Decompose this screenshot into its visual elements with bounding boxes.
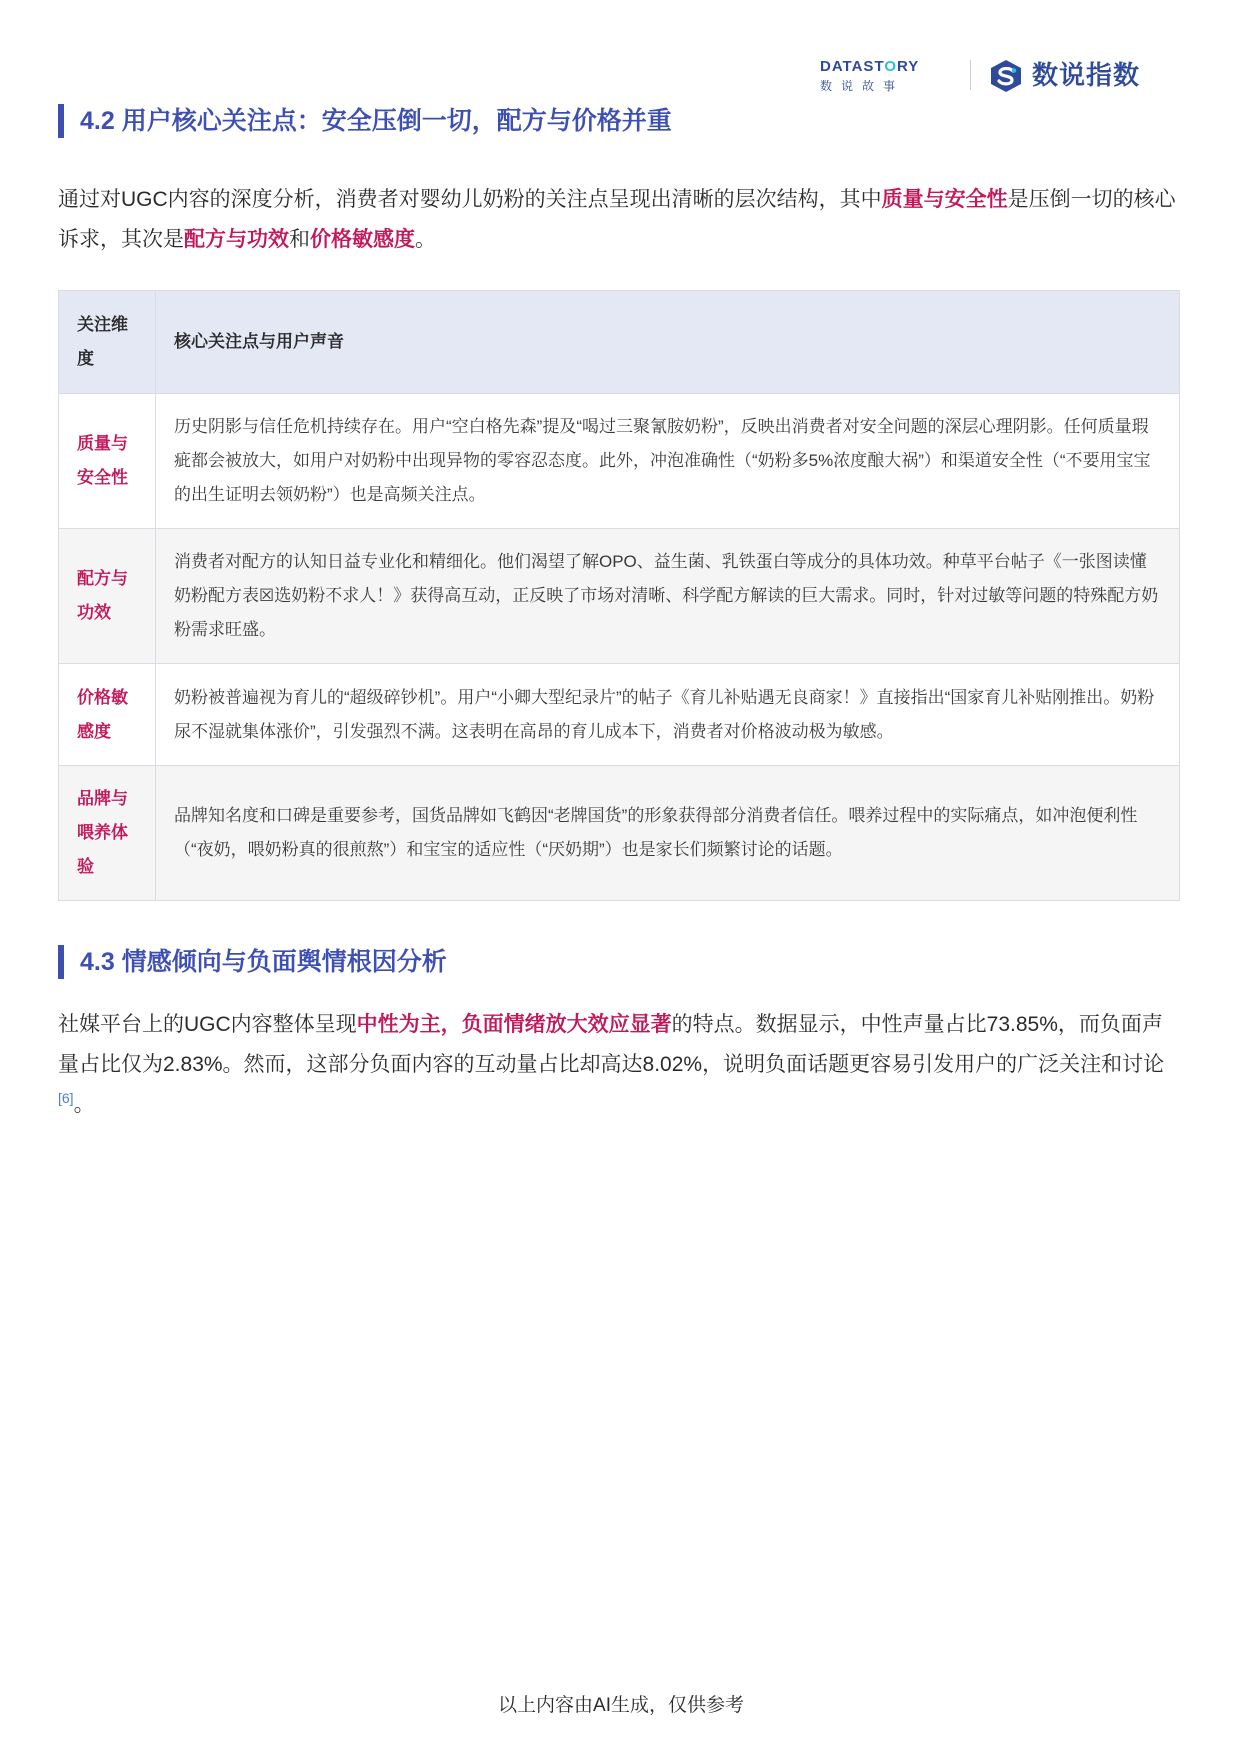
datastory-logo — [820, 58, 950, 94]
dimension-cell: 质量与安全性 — [59, 394, 156, 529]
dimension-cell: 品牌与喂养体验 — [59, 766, 156, 901]
highlight-formula: 配方与功效 — [184, 228, 289, 251]
section-heading-4-2: 4.2 用户核心关注点：安全压倒一切，配方与价格并重 — [58, 104, 672, 138]
highlight-price: 价格敏感度 — [310, 228, 415, 251]
dimension-cell: 价格敏感度 — [59, 664, 156, 766]
description-cell: 消费者对配方的认知日益专业化和精细化。他们渴望了解OPO、益生菌、乳铁蛋白等成分的具体功效。种草平台帖子《一张图读懂奶粉配方表☒选奶粉不求人！》获得高互动，正反映了市场对清晰、科学配方解读的巨大需求。同时，针对过敏等问题的特殊配方奶粉需求旺盛。 — [156, 529, 1180, 664]
table-row — [59, 529, 1180, 664]
column-header-voice: 核心关注点与用户声音 — [156, 291, 1180, 394]
description-cell: 奶粉被普遍视为育儿的“超级碎钞机”。用户“小卿大型纪录片”的帖子《育儿补贴遇无良商家！》直接指出“国家育儿补贴刚推出。奶粉尿不湿就集体涨价”，引发强烈不满。这表明在高昂的育儿成本下，消费者对价格波动极为敏感。 — [156, 664, 1180, 766]
page-header — [820, 52, 1200, 102]
citation-ref[interactable]: [6] — [58, 1090, 74, 1106]
highlight-sentiment: 中性为主，负面情绪放大效应显著 — [356, 1013, 672, 1036]
description-cell: 历史阴影与信任危机持续存在。用户“空白格先森”提及“喝过三聚氰胺奶粉”，反映出消费者对安全问题的深层心理阴影。任何质量瑕疵都会被放大，如用户对奶粉中出现异物的零容忍态度。此外，冲泡准确性（“奶粉多5%浓度酿大祸”）和渠道安全性（“不要用宝宝的出生证明去领奶粉”）也是高频关注点。 — [156, 394, 1180, 529]
logo-divider — [970, 60, 971, 90]
table-row — [59, 394, 1180, 529]
datastory-index-logo-icon — [988, 58, 1024, 94]
table-row — [59, 664, 1180, 766]
column-header-dimension: 关注维度 — [59, 291, 156, 394]
highlight-quality-safety: 质量与安全性 — [881, 188, 1008, 211]
table-header-row — [59, 291, 1180, 394]
ai-disclaimer-footer: 以上内容由AI生成，仅供参考 — [498, 1695, 744, 1716]
concern-table — [58, 290, 1180, 901]
description-cell: 品牌知名度和口碑是重要参考，国货品牌如飞鹤因“老牌国货”的形象获得部分消费者信任。喂养过程中的实际痛点，如冲泡便利性（“夜奶，喂奶粉真的很煎熬”）和宝宝的适应性（“厌奶期”）也是家长们频繁讨论的话题。 — [156, 766, 1180, 901]
section-4-3-body: 社媒平台上的UGC内容整体呈现中性为主，负面情绪放大效应显著的特点。数据显示，中性声量占比73.85%，而负面声量占比仅为2.83%。然而，这部分负面内容的互动量占比却高达8.02%，说明负面话题更容易引发用户的广泛关注和讨论[6]。 — [58, 1013, 1165, 1116]
section-4-2-intro: 通过对UGC内容的深度分析，消费者对婴幼儿奶粉的关注点呈现出清晰的层次结构，其中质量与安全性是压倒一切的核心诉求，其次是配方与功效和价格敏感度。 — [58, 188, 1176, 251]
datastory-logo-cn: 数说故事 — [820, 79, 905, 93]
dimension-cell: 配方与功效 — [59, 529, 156, 664]
brand-name: 数说指数 — [1032, 60, 1141, 90]
section-heading-4-3: 4.3 情感倾向与负面舆情根因分析 — [58, 945, 447, 979]
datastory-logo-en: DATASTORY — [820, 58, 920, 75]
table-row — [59, 766, 1180, 901]
